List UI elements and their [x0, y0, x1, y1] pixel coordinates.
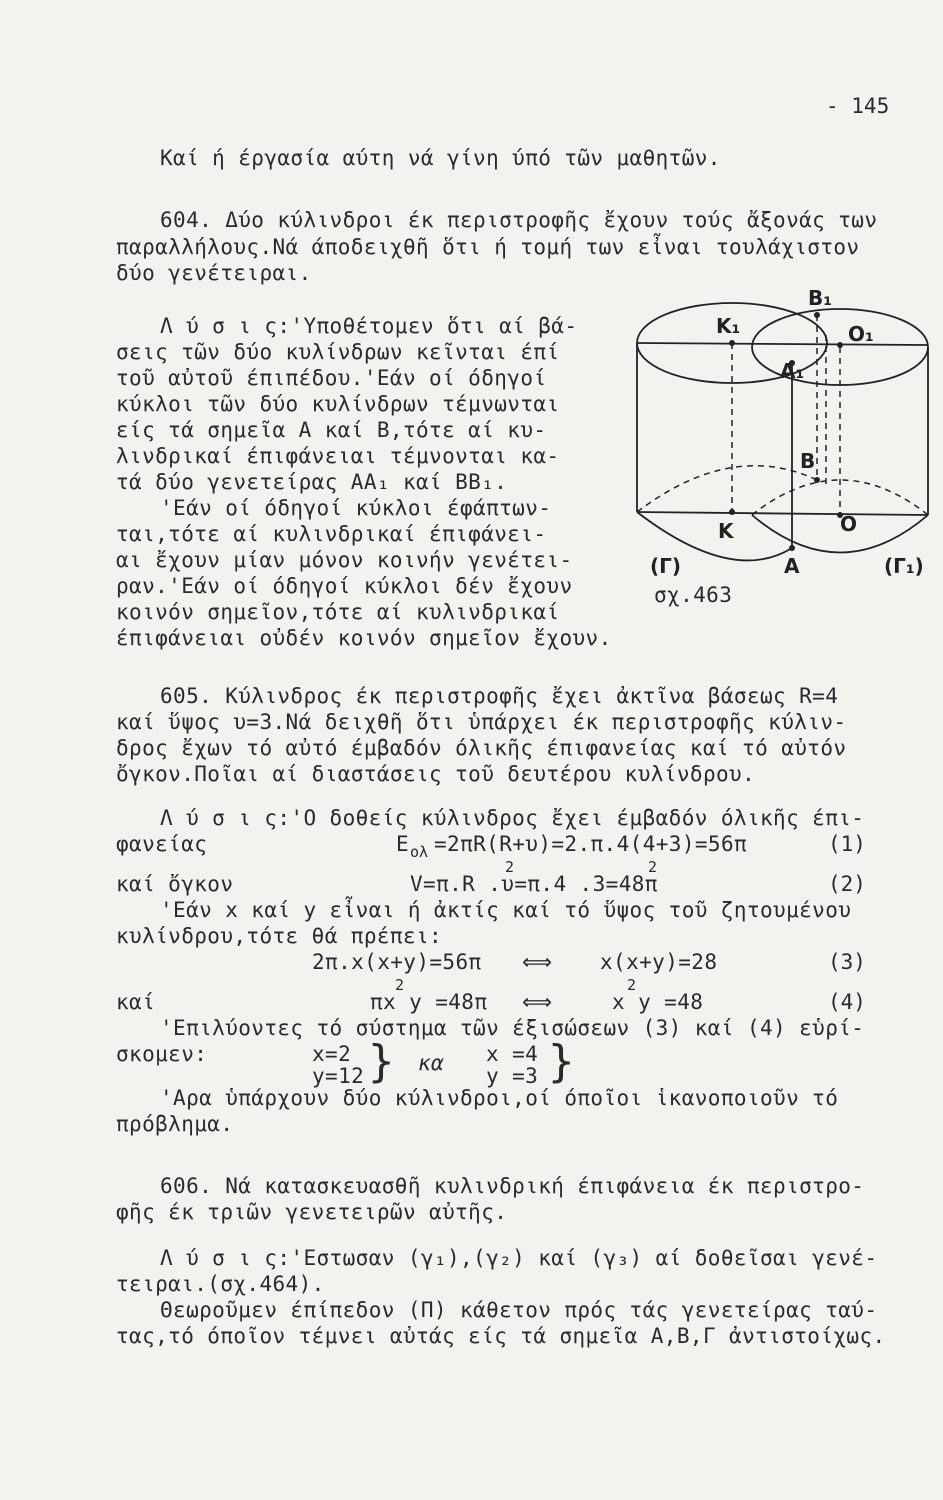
problem-606-line: 606. Νά κατασκευασθῆ κυλινδρική έπιφάνεια έκ περιστρο- [160, 1174, 865, 1198]
problem-605-line: καί ὕψος υ=3.Νά δειχθῆ ὅτι ὑπάρχει έκ περιστροφῆς κύλιν- [116, 710, 847, 734]
system-solution-2-x: x =4 [486, 1042, 539, 1066]
solution-604-line: λινδρικαί έπιφάνειαι τέμνονται κα- [116, 444, 560, 468]
figure-caption: σχ.463 [654, 583, 733, 607]
solution-604-line: τοῦ αὐτοῦ έπιπέδου.'Εάν οί όδηγοί [116, 366, 547, 390]
equation-number: (1) [828, 832, 866, 856]
equation-3-left: 2π.x(x+y)=56π [312, 950, 482, 974]
page-number: - 145 [826, 94, 890, 118]
solution-605-line: φανείας [116, 832, 208, 856]
solution-604-line: κοινόν σημεῖον,τότε αί κυλινδρικαί [116, 600, 560, 624]
system-solution-2-y: y =3 [486, 1064, 539, 1088]
solution-606-line: Λ ύ σ ι ς:'Εστωσαν (γ₁),(γ₂) καί (γ₃) αί δοθεῖσαι γενέ- [160, 1246, 878, 1270]
equation-number: (4) [828, 990, 866, 1014]
problem-606-line: φῆς έκ τριῶν γενετειρῶν αὐτῆς. [116, 1200, 508, 1224]
system-solution-1-x: x=2 [312, 1042, 352, 1066]
text-line: Καί ή έργασία αύτη νά γίνη ύπό τῶν μαθητῶν. [160, 146, 721, 170]
superscript: 2 [648, 858, 658, 876]
two-cylinders-figure [612, 275, 937, 615]
superscript: 2 [627, 976, 637, 994]
equation-volume: V=π.R .υ=π.4 .3=48π [410, 872, 658, 896]
solution-604-line: ραν.'Εάν οί όδηγοί κύκλοι δέν ἔχουν [116, 574, 573, 598]
right-brace: } [368, 1036, 395, 1087]
solution-605-line: 'Επιλύοντες τό σύστημα τῶν έξισώσεων (3) καί (4) εὑρί- [160, 1016, 865, 1040]
system-solution-1-y: y=12 [312, 1064, 365, 1088]
solution-605-line: 'Εάν x καί y εἶναι ή ἀκτίς καί τό ὕψος τοῦ ζητουμένου [160, 898, 852, 922]
equation-4-right: x y =48 [612, 990, 704, 1014]
problem-605-line: ὄγκον.Ποῖαι αί διαστάσεις τοῦ δευτέρου κυλίνδρου. [116, 762, 756, 786]
solution-605-line: πρόβλημα. [116, 1112, 234, 1136]
label-B: B [800, 449, 816, 473]
label-A: A [784, 554, 800, 578]
superscript: 2 [505, 858, 515, 876]
solution-605-line: καί [116, 990, 156, 1014]
solution-604-line: είς τά σημεῖα Α καί Β,τότε αί κυ- [116, 418, 547, 442]
equivalence-arrow: ⟺ [522, 990, 553, 1014]
solution-605-line: κυλίνδρου,τότε θά πρέπει: [116, 924, 443, 948]
equivalence-arrow: ⟺ [522, 950, 553, 974]
label-O: O [840, 512, 858, 536]
solution-604-line: αι ἔχουν μίαν μόνον κοινήν γενέτει- [116, 548, 573, 572]
equation-4-left: πx y =48π [370, 990, 488, 1014]
label-O1: O₁ [848, 322, 874, 346]
solution-605-line: καί ὄγκον [116, 872, 234, 896]
label-G1: (Γ₁) [884, 554, 924, 578]
equation-number: (3) [828, 950, 866, 974]
label-G: (Γ) [650, 554, 682, 578]
solution-605-line: 'Αρα ὑπάρχουν δύο κύλινδροι,οί όποῖοι ἱκανοποιοῦν τό [160, 1086, 839, 1110]
label-K: K [718, 519, 734, 543]
solution-605-line: Λ ύ σ ι ς:'Ο δοθείς κύλινδρος ἔχει έμβαδόν όλικῆς έπι- [160, 806, 865, 830]
label-A1: A₁ [780, 359, 805, 383]
label-K1: K₁ [716, 314, 741, 338]
solution-606-line: τας,τό όποῖον τέμνει αὐτάς είς τά σημεῖα Α,Β,Γ ἀντιστοίχως. [116, 1324, 886, 1348]
label-B1: B₁ [808, 286, 833, 310]
solution-604-line: κύκλοι τῶν δύο κυλίνδρων τέμνωνται [116, 392, 560, 416]
subscript: ολ [410, 843, 429, 861]
solution-604-line: ται,τότε αί κυλινδρικαί έπιφάνει- [116, 522, 547, 546]
right-brace: } [548, 1036, 575, 1087]
solution-604-line: σεις τῶν δύο κυλίνδρων κεῖνται έπί [116, 340, 560, 364]
equation-area: E [396, 832, 410, 856]
problem-604-line: δύο γενέτειραι. [116, 261, 312, 285]
equation-number: (2) [828, 872, 866, 896]
solution-604-line: 'Εάν οί όδηγοί κύκλοι έφάπτων- [160, 496, 552, 520]
solution-605-line: σκομεν: [116, 1042, 208, 1066]
solution-604-line: Λ ύ σ ι ς:'Υποθέτομεν ὅτι αί βά- [160, 314, 578, 338]
problem-605-line: δρος ἔχων τό αὐτό έμβαδόν όλικῆς έπιφανείας καί τό αὐτόν [116, 736, 847, 760]
problem-604-line: 604. Δύο κύλινδροι έκ περιστροφῆς ἔχουν τούς ἄξονάς των [160, 208, 878, 232]
solution-606-line: τειραι.(σχ.464). [116, 1272, 325, 1296]
equation-3-right: x(x+y)=28 [600, 950, 718, 974]
problem-605-line: 605. Κύλινδρος έκ περιστροφῆς ἔχει ἀκτῖνα βάσεως R=4 [160, 684, 839, 708]
solution-604-line: τά δύο γενετείρας ΑΑ₁ καί ΒΒ₁. [116, 470, 508, 494]
problem-604-line: παραλλήλους.Νά άποδειχθῆ ὅτι ή τομή των εἶναι τουλάχιστον [116, 235, 860, 259]
equation-area: =2πR(R+υ)=2.π.4(4+3)=56π [434, 832, 748, 856]
solution-604-line: έπιφάνειαι οὐδέν κοινόν σημεῖον ἔχουν. [116, 626, 612, 650]
and-abbreviation: κα [418, 1051, 445, 1075]
solution-606-line: Θεωροῦμεν έπίπεδον (Π) κάθετον πρός τάς γενετείρας ταύ- [160, 1298, 878, 1322]
superscript: 2 [395, 976, 405, 994]
